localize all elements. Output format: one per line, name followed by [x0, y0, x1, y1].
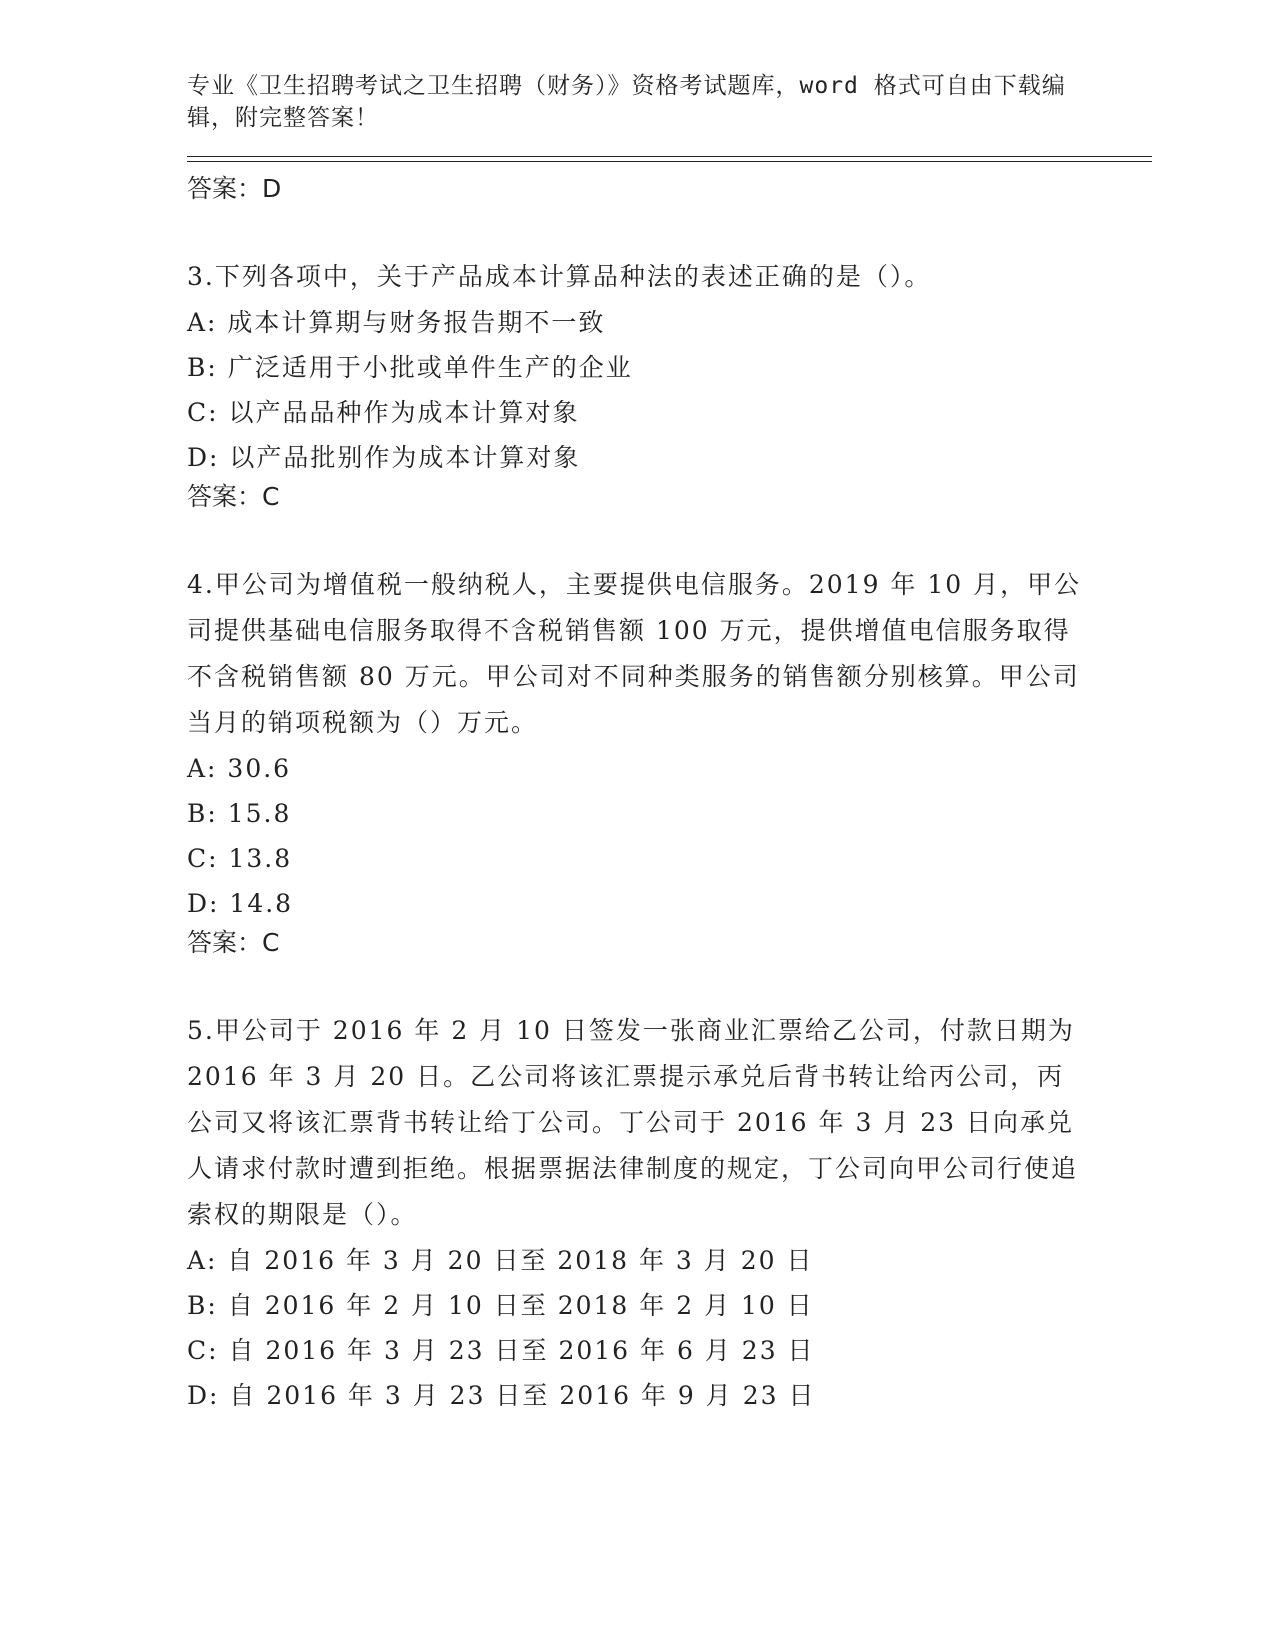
question-3	[187, 254, 1162, 514]
question-5	[187, 1008, 1162, 1418]
question-stem: 5.甲公司于 2016 年 2 月 10 日签发一张商业汇票给乙公司，付款日期为 2016 年 3 月 20 日。乙公司将该汇票提示承兑后背书转让给丙公司，丙公司又将该汇票背书转让给丁公司。丁公司于 2016 年 3 月 23 日向承兑人请求付款时遭到拒绝。根据票据法律制度的规定，丁公司向甲公司行使追索权的期限是（）。	[187, 1016, 1079, 1229]
document-page	[187, 70, 1162, 1418]
question-answer: 答案：C	[187, 482, 280, 511]
question-answer: 答案：C	[187, 928, 280, 957]
header-divider	[187, 156, 1152, 162]
option-c: C: 以产品品种作为成本计算对象	[187, 398, 580, 427]
option-b: B: 15.8	[187, 799, 292, 828]
option-c: C: 自 2016 年 3 月 23 日至 2016 年 6 月 23 日	[187, 1336, 815, 1365]
question-stem: 3.下列各项中，关于产品成本计算品种法的表述正确的是（）。	[187, 262, 932, 291]
option-c: C: 13.8	[187, 844, 293, 873]
question-4	[187, 562, 1162, 960]
option-a: A: 成本计算期与财务报告期不一致	[187, 308, 606, 337]
option-d: D: 14.8	[187, 889, 294, 918]
question-stem: 4.甲公司为增值税一般纳税人，主要提供电信服务。2019 年 10 月，甲公司提供基础电信服务取得不含税销售额 100 万元，提供增值电信服务取得不含税销售额 80 万元。甲公司对不同种类服务的销售额分别核算。甲公司当月的销项税额为（）万元。	[187, 570, 1082, 737]
document-header: 专业《卫生招聘考试之卫生招聘（财务）》资格考试题库，word 格式可自由下载编辑，附完整答案！	[187, 73, 1066, 131]
answer-previous: 答案：D	[187, 174, 282, 203]
option-a: A: 自 2016 年 3 月 20 日至 2018 年 3 月 20 日	[187, 1246, 814, 1275]
option-b: B: 自 2016 年 2 月 10 日至 2018 年 2 月 10 日	[187, 1291, 814, 1320]
option-d: D: 以产品批别作为成本计算对象	[187, 443, 581, 472]
option-a: A: 30.6	[187, 754, 292, 783]
option-b: B: 广泛适用于小批或单件生产的企业	[187, 353, 633, 382]
option-d: D: 自 2016 年 3 月 23 日至 2016 年 9 月 23 日	[187, 1381, 816, 1410]
